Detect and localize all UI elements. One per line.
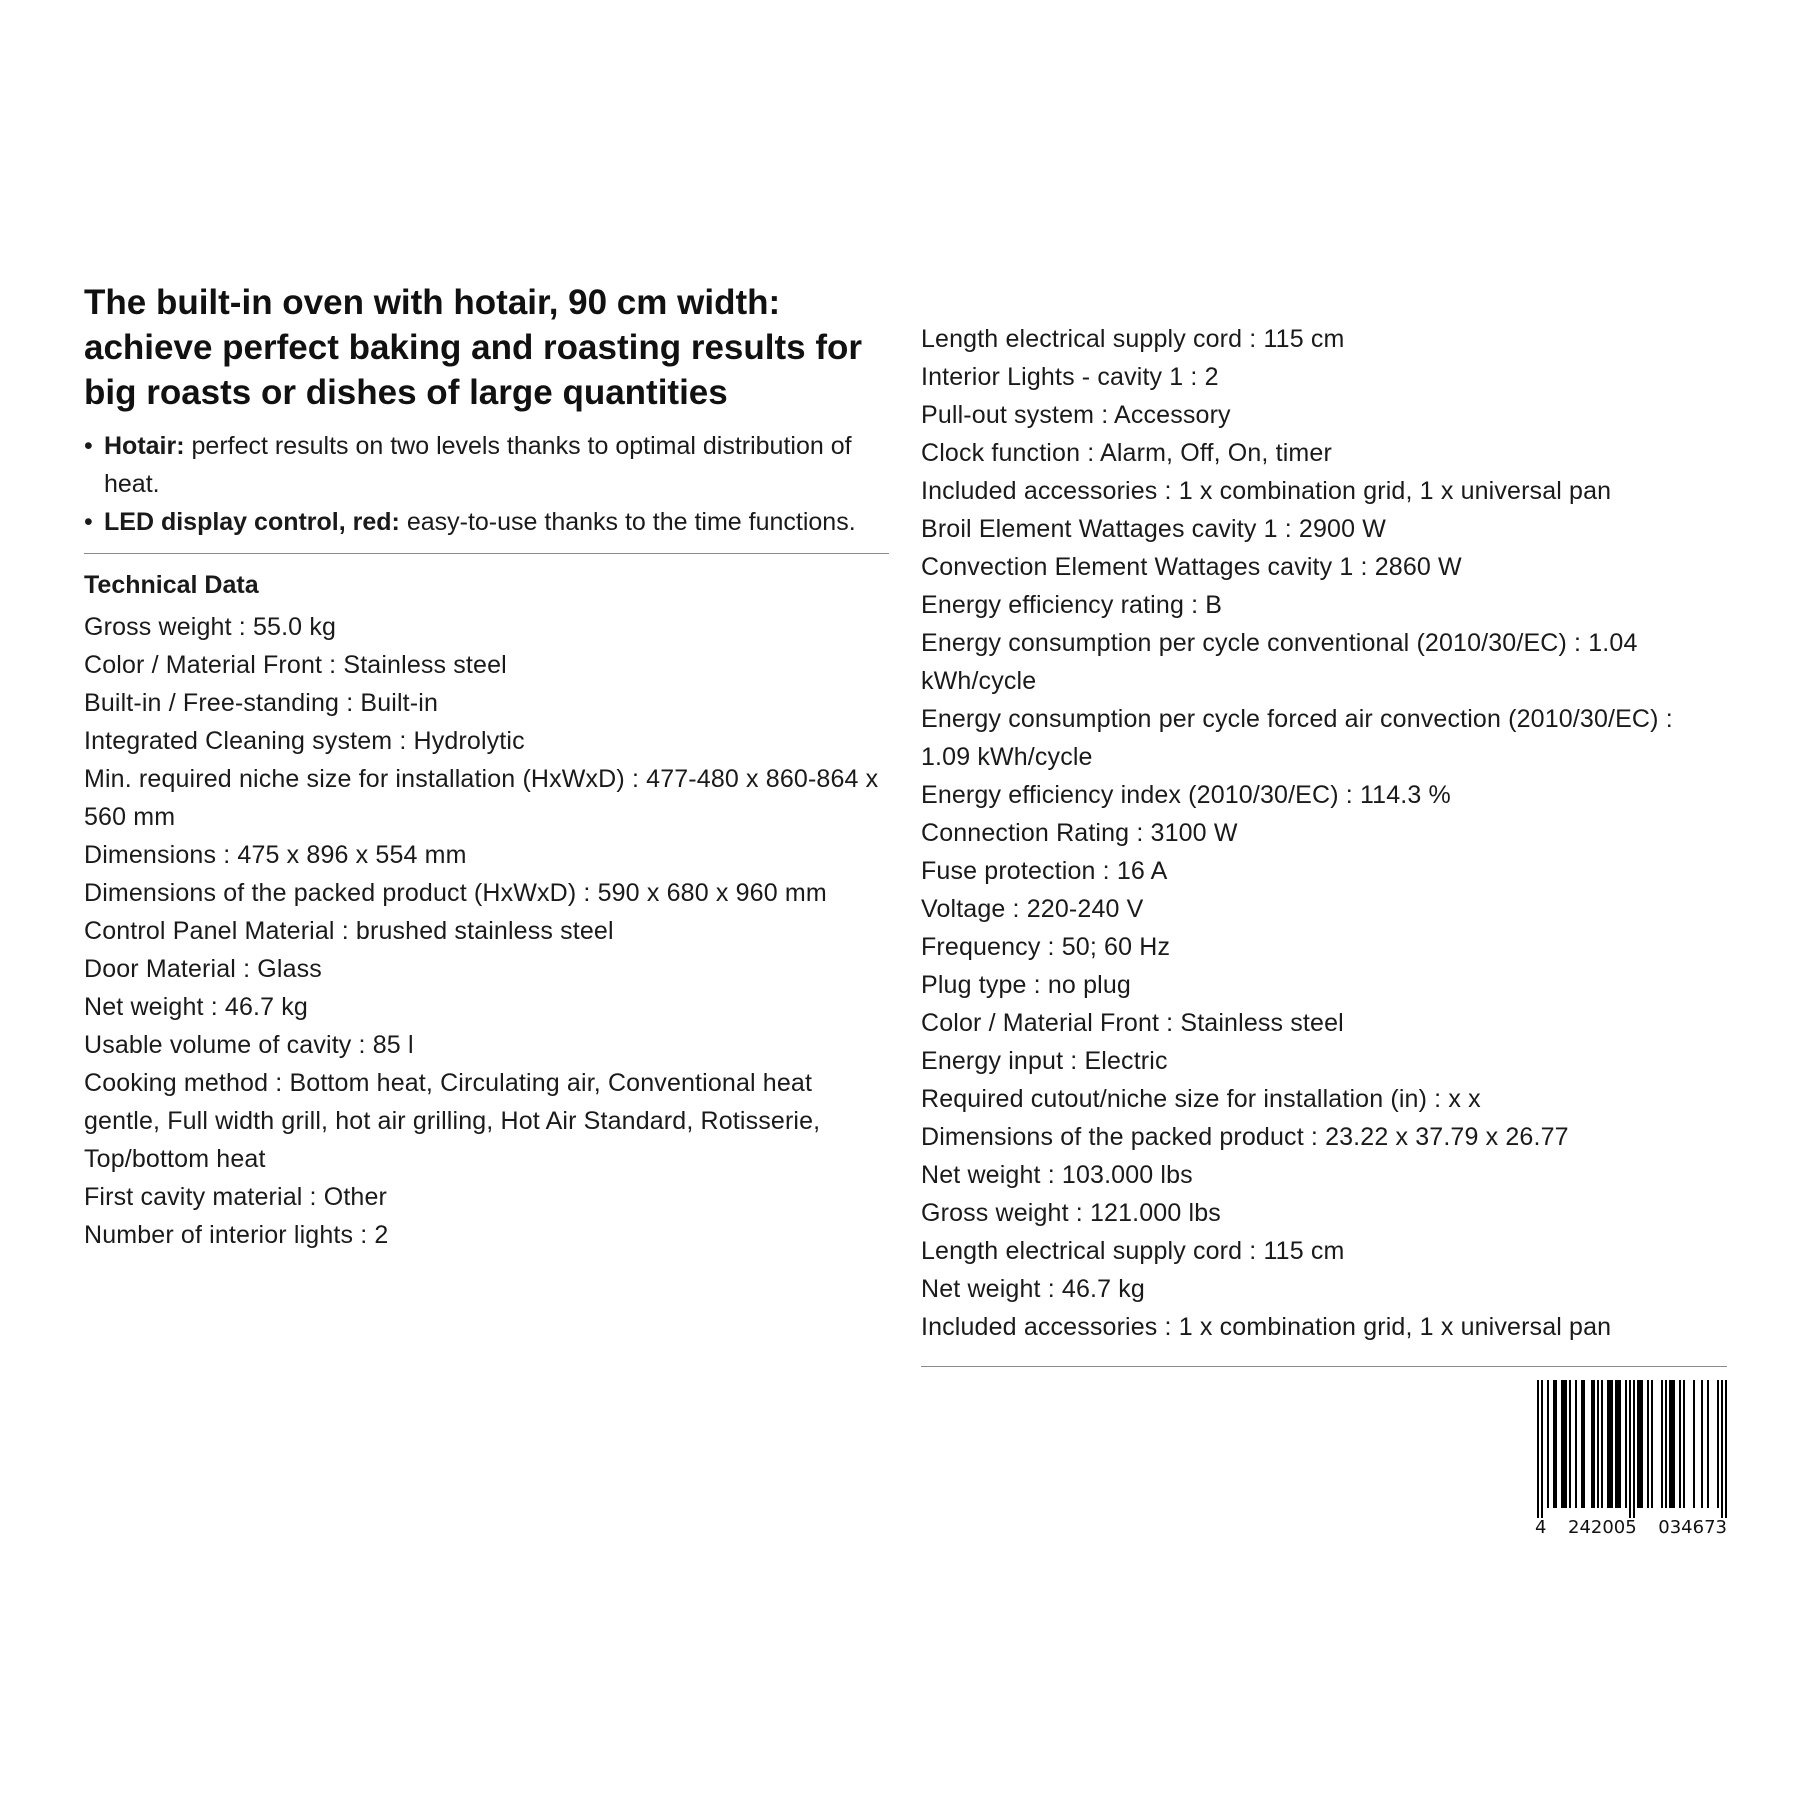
- barcode-bar: [1597, 1380, 1599, 1508]
- spec-item: Energy efficiency index (2010/30/EC) : 114.3 %: [921, 781, 1451, 809]
- spec-item: Integrated Cleaning system : Hydrolytic: [84, 727, 525, 755]
- barcode-bar: [1639, 1380, 1641, 1508]
- spec-item: Pull-out system : Accessory: [921, 401, 1231, 429]
- spec-item: Included accessories : 1 x combination grid, 1 x universal pan: [921, 1313, 1612, 1341]
- spec-item: Energy input : Electric: [921, 1047, 1168, 1075]
- spec-item: Usable volume of cavity : 85 l: [84, 1031, 414, 1059]
- barcode-bar: [1693, 1380, 1695, 1508]
- feature-title: Hotair:: [104, 432, 185, 460]
- barcode-bar: [1669, 1380, 1671, 1508]
- spec-item: Net weight : 46.7 kg: [921, 1275, 1145, 1303]
- barcode-bar: [1721, 1380, 1723, 1518]
- barcode-bar: [1661, 1380, 1663, 1508]
- barcode-bar: [1617, 1380, 1619, 1508]
- barcode-bar: [1591, 1380, 1593, 1508]
- spec-item: Built-in / Free-standing : Built-in: [84, 689, 439, 717]
- ean-barcode: [1535, 1380, 1727, 1538]
- spec-item: Dimensions : 475 x 896 x 554 mm: [84, 841, 467, 869]
- barcode-bar: [1553, 1380, 1555, 1508]
- barcode-bar: [1575, 1380, 1577, 1508]
- spec-item: Gross weight : 121.000 lbs: [921, 1199, 1221, 1227]
- barcode-bar: [1607, 1380, 1609, 1508]
- spec-item: Dimensions of the packed product (HxWxD) : 590 x 680 x 960 mm: [84, 879, 827, 907]
- barcode-bar: [1683, 1380, 1685, 1508]
- spec-item: Cooking method : Bottom heat, Circulating air, Conventional heat gentle, Full width grill, hot air grilling, Hot Air Standard, Rotisserie, Top/bottom heat: [84, 1069, 821, 1173]
- barcode-bar: [1601, 1380, 1603, 1508]
- barcode-bar: [1609, 1380, 1611, 1508]
- barcode-bar: [1673, 1380, 1675, 1508]
- barcode-bar: [1565, 1380, 1567, 1508]
- spec-item: Required cutout/niche size for installation (in) : x x: [921, 1085, 1481, 1113]
- barcode-bar: [1581, 1380, 1583, 1508]
- spec-item: Clock function : Alarm, Off, On, timer: [921, 439, 1332, 467]
- spec-item: Min. required niche size for installation (HxWxD) : 477-480 x 860-864 x 560 mm: [84, 765, 879, 831]
- spec-item: Number of interior lights : 2: [84, 1221, 389, 1249]
- spec-item: Fuse protection : 16 A: [921, 857, 1168, 885]
- barcode-bar: [1701, 1380, 1703, 1508]
- barcode-number: [1535, 1518, 1727, 1538]
- barcode-bar: [1563, 1380, 1565, 1508]
- barcode-bar: [1633, 1380, 1635, 1518]
- feature-title: LED display control, red:: [104, 508, 400, 536]
- feature-text: easy-to-use thanks to the time functions.: [399, 508, 856, 536]
- barcode-bar: [1593, 1380, 1595, 1508]
- technical-data-list: [84, 608, 890, 1254]
- barcode-bar: [1679, 1380, 1681, 1508]
- barcode-bar: [1569, 1380, 1571, 1508]
- bullet-icon: •: [84, 508, 93, 536]
- spec-item: Included accessories : 1 x combination grid, 1 x universal pan: [921, 477, 1612, 505]
- bullet-icon: •: [84, 432, 93, 460]
- barcode-bar: [1717, 1380, 1719, 1508]
- barcode-bar: [1671, 1380, 1673, 1508]
- feature-list: [84, 427, 890, 541]
- barcode-bar: [1555, 1380, 1557, 1508]
- right-column: [921, 320, 1727, 1367]
- barcode-bar: [1651, 1380, 1653, 1508]
- spec-item: Broil Element Wattages cavity 1 : 2900 W: [921, 515, 1386, 543]
- section-divider: [84, 553, 889, 554]
- barcode-bar: [1641, 1380, 1643, 1508]
- barcode-bar: [1707, 1380, 1709, 1508]
- barcode-digits-right: 034673: [1658, 1517, 1727, 1538]
- spec-item: Gross weight : 55.0 kg: [84, 613, 337, 641]
- spec-item: First cavity material : Other: [84, 1183, 388, 1211]
- barcode-graphic: [1535, 1380, 1727, 1518]
- spec-item: Dimensions of the packed product : 23.22 x 37.79 x 26.77: [921, 1123, 1569, 1151]
- feature-item: [84, 427, 890, 503]
- barcode-bar: [1665, 1380, 1667, 1508]
- spec-item: Convection Element Wattages cavity 1 : 2860 W: [921, 553, 1462, 581]
- barcode-bar: [1647, 1380, 1649, 1508]
- barcode-bar: [1547, 1380, 1549, 1508]
- technical-data-title: Technical Data: [84, 571, 259, 599]
- spec-item: Net weight : 103.000 lbs: [921, 1161, 1193, 1189]
- spec-item: Voltage : 220-240 V: [921, 895, 1144, 923]
- barcode-bar: [1629, 1380, 1631, 1518]
- barcode-bar: [1619, 1380, 1621, 1508]
- barcode-bar: [1725, 1380, 1727, 1518]
- spec-item: Net weight : 46.7 kg: [84, 993, 308, 1021]
- spec-item: Energy consumption per cycle conventional (2010/30/EC) : 1.04 kWh/cycle: [921, 629, 1638, 695]
- barcode-bar: [1541, 1380, 1543, 1518]
- barcode-bar: [1637, 1380, 1639, 1508]
- spec-item: Connection Rating : 3100 W: [921, 819, 1238, 847]
- feature-item: [84, 503, 890, 541]
- technical-data-list-continued: [921, 320, 1727, 1346]
- spec-item: Color / Material Front : Stainless steel: [84, 651, 507, 679]
- spec-item: Frequency : 50; 60 Hz: [921, 933, 1171, 961]
- spec-item: Length electrical supply cord : 115 cm: [921, 1237, 1345, 1265]
- barcode-bar: [1615, 1380, 1617, 1508]
- spec-item: Color / Material Front : Stainless steel: [921, 1009, 1344, 1037]
- spec-item: Energy efficiency rating : B: [921, 591, 1223, 619]
- spec-item: Door Material : Glass: [84, 955, 322, 983]
- barcode-digits-left: 242005: [1568, 1517, 1637, 1538]
- spec-item: Energy consumption per cycle forced air convection (2010/30/EC) : 1.09 kWh/cycle: [921, 705, 1673, 771]
- barcode-bar: [1537, 1380, 1539, 1518]
- barcode-bar: [1611, 1380, 1613, 1508]
- barcode-bar: [1583, 1380, 1585, 1508]
- left-column: [84, 280, 890, 1254]
- spec-item: Length electrical supply cord : 115 cm: [921, 325, 1345, 353]
- product-headline: The built-in oven with hotair, 90 cm width: achieve perfect baking and roasting results for big roasts or dishes of large quantities: [84, 283, 862, 412]
- spec-item: Plug type : no plug: [921, 971, 1131, 999]
- feature-text: perfect results on two levels thanks to optimal distribution of heat.: [104, 432, 852, 498]
- barcode-bar: [1561, 1380, 1563, 1508]
- barcode-digit-first: 4: [1535, 1517, 1547, 1538]
- spec-item: Interior Lights - cavity 1 : 2: [921, 363, 1219, 391]
- section-divider: [921, 1366, 1727, 1367]
- spec-item: Control Panel Material : brushed stainless steel: [84, 917, 614, 945]
- barcode-bar: [1625, 1380, 1627, 1508]
